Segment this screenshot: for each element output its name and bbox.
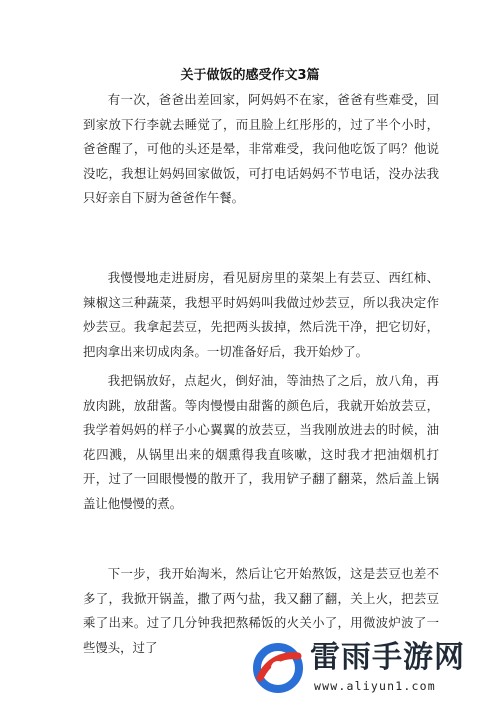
document-title: 关于做饭的感受作文3篇 [180,68,320,83]
paragraph-3: 我把锅放好，点起火，倒好油，等油热了之后，放八角，再放肉跳，放甜酱。等肉慢慢由甜酱的颜色后，我就开始放芸豆，我学着妈妈的样子小心翼翼的放芸豆，当我刚放进去的时候，油花四溅，从锅里出来的烟熏得我直咳嗽，这时我才把油烟机打开，过了一回眼慢慢的散开了，我用铲子翻了翻菜，然后盖上锅盖让他慢慢的煮。 [83,373,439,511]
watermark-url: www.aliyun1.com [314,679,436,693]
swirl-logo-icon [250,640,306,696]
watermark-site-name: 雷雨手游网 [310,640,465,675]
paragraph-4: 下一步，我开始淘米，然后让它开始熬饭，这是芸豆也差不多了，我掀开锅盖，撒了两勺盐，我又翻了翻，关上火，把芸豆乘了出来。过了几分钟我把熬稀饭的火关小了，用微波炉波了一些馒头，过了 [83,566,439,655]
paragraph-1: 有一次，爸爸出差回家，阿妈妈不在家，爸爸有些难受，回到家放下行李就去睡觉了，而且脸上红彤彤的，过了半个小时，爸爸醒了，可他的头还是晕，非常难受，我问他吃饭了吗？他说没吃，我想让妈妈回家做饭，可打电话妈妈不节电话，没办法我只好亲自下厨为爸爸作午餐。 [83,92,439,206]
paragraph-2: 我慢慢地走进厨房，看见厨房里的菜架上有芸豆、西红柿、辣椒这三种蔬菜，我想平时妈妈叫我做过炒芸豆，所以我决定作炒芸豆。我拿起芸豆，先把两头拔掉，然后洗干净，把它切好，把肉拿出来切成肉条。一切准备好后，我开始炒了。 [83,270,439,359]
